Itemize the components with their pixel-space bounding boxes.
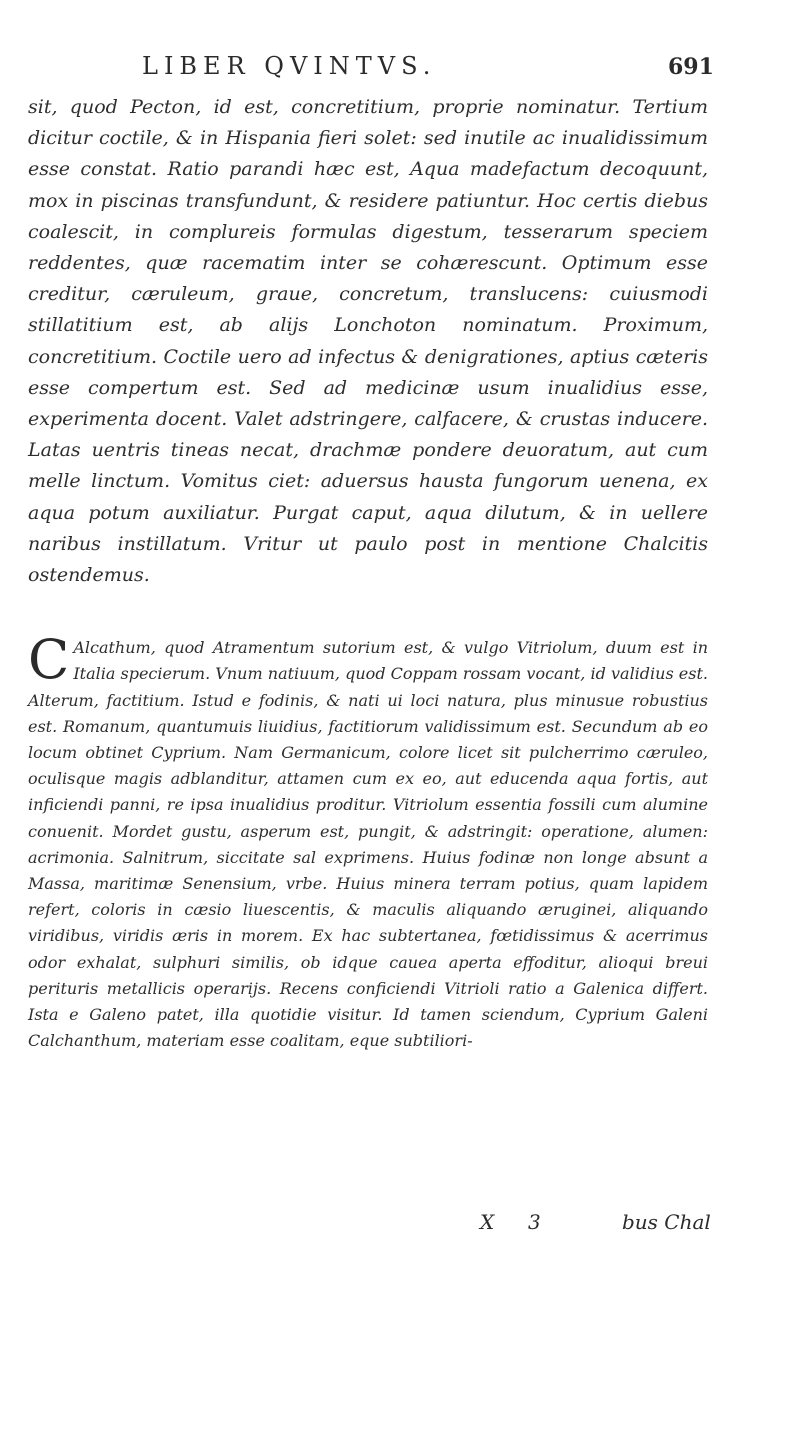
signature-number: 3	[528, 1210, 541, 1234]
signature-mark: X	[480, 1210, 495, 1234]
paragraph-chalcanthum-text: Alcathum, quod Atramentum sutorium est, & vulgo Vitriolum, duum est in Italia specierum. Vnum natiuum, quod Coppam rossam vocant, id validius est. Alterum, factitium. Istud e fodinis, & nati ui loci natura, plus minusue robustius est. Romanum, quantumuis liuidius, factitiorum validissimum est. Secundum ab eo locum obtinet Cyprium. Nam Germanicum, colore licet sit pulcherrimo cæruleo, oculisque magis adblanditur, attamen cum ex eo, aut educenda aqua fortis, aut inficiendi panni, re ipsa inualidius proditur. Vitriolum essentia fossili cum alumine conuenit. Mordet gustu, asperum est, pungit, & adstringit: operatione, alumen: acrimonia. Salnitrum, siccitate sal exprimens. Huius fodinæ non longe absunt a Massa, maritimæ Senensium, vrbe. Huius minera terram potius, quam lapidem refert, coloris in cæsio liuescentis, & maculis aliquando æruginei, aliquando viridibus, viridis æris in morem. Ex hac subtertanea, fœtidissimus & acerrimus odor exhalat, sulphuri similis, ob idque cauea aperta effoditur, alioqui breui perituris metallicis operarijs. Recens conficiendi Vitrioli ratio a Galenica differt. Ista e Galeno patet, illa quotidie visitur. Id tamen sciendum, Cyprium Galeni Calchanthum, materiam esse coalitam, eque subtiliori-	[28, 638, 708, 1051]
paragraph-chalcanthum	[28, 628, 708, 1054]
page-header	[0, 52, 800, 92]
page-footer	[0, 1210, 800, 1250]
body-text	[28, 92, 708, 1055]
paragraph-continuation: sit, quod Pecton, id est, concretitium, proprie nominatur. Tertium dicitur coctile, & in Hispania fieri solet: sed inutile ac inualidissimum esse constat. Ratio parandi hæc est, Aqua madefactum decoquunt, mox in piscinas transfundunt, & residere patiuntur. Hoc certis diebus coalescit, in complureis formulas digestum, tesserarum speciem reddentes, quæ racematim inter se cohærescunt. Optimum esse creditur, cæruleum, graue, concretum, translucens: cuiusmodi stillatitium est, ab alijs Lonchoton nominatum. Proximum, concretitium. Coctile uero ad infectus & denigrationes, aptius cæteris esse compertum est. Sed ad medicinæ usum inualidius esse, experimenta docent. Valet adstringere, calfacere, & crustas inducere. Latas uentris tineas necat, drachmæ pondere deuoratum, aut cum melle linctum. Vomitus ciet: aduersus hausta fungorum uenena, ex aqua potum auxiliatur. Purgat caput, aqua dilutum, & in uellere naribus instillatum. Vritur ut paulo post in mentione Chalcitis ostendemus.	[28, 96, 708, 587]
running-head: LIBER QVINTVS.	[142, 52, 437, 80]
page-number: 691	[668, 54, 714, 80]
drop-cap-initial: C	[28, 628, 70, 692]
catchword: bus Chal	[622, 1210, 711, 1234]
